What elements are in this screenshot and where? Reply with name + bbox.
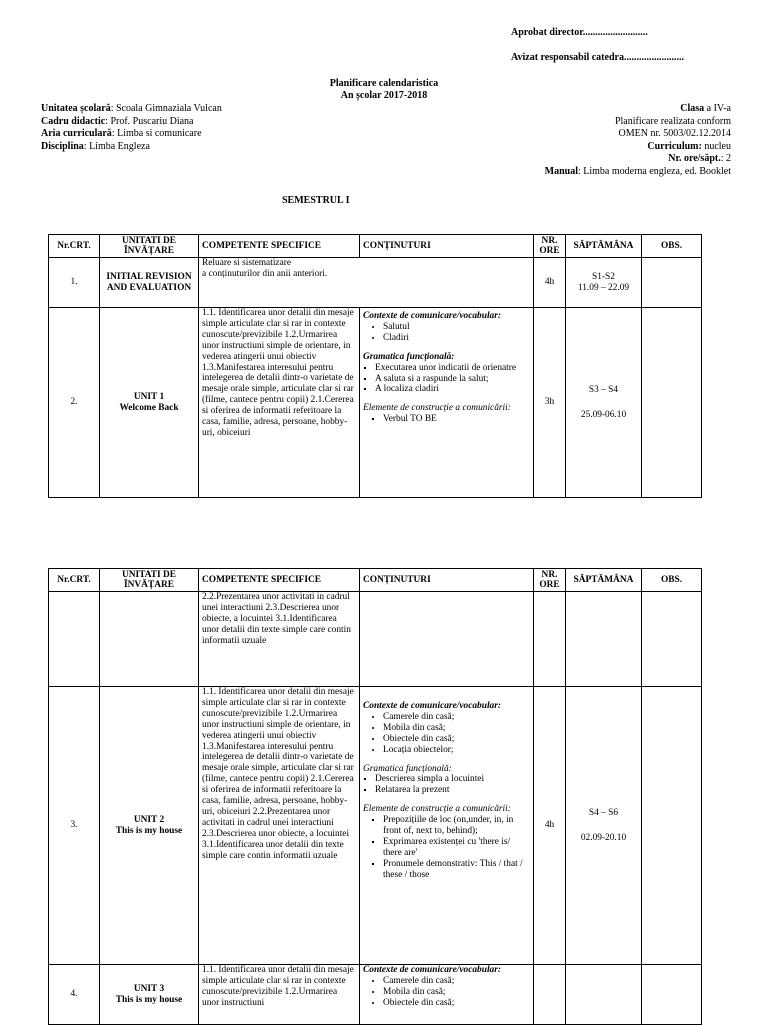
row-competences: 1.1. Identificarea unor detalii din mesaje simple articulate clar si rar in contexte cunoscute/previzibile 1.2.Urmarirea unor instructiuni xyxy=(199,965,360,1025)
row-unit: UNIT 3 This is my house xyxy=(100,965,199,1025)
row-hours xyxy=(534,965,566,1025)
header-competences: COMPETENTE SPECIFICE xyxy=(199,235,360,258)
meta-omen: OMEN nr. 5003/02.12.2014 xyxy=(618,128,731,140)
table-row xyxy=(49,258,702,308)
row-nr xyxy=(49,592,100,687)
planning-table-1 xyxy=(48,234,702,498)
vocabulary-list: • Camerele din casă; • Mobila din casă; • Obiectele din casă; xyxy=(363,976,530,1009)
meta-class: Clasa a IV-a xyxy=(680,103,731,114)
row-unit: UNIT 1 Welcome Back xyxy=(100,308,199,498)
row-week: S3 – S4 25.09-06.10 xyxy=(566,308,642,498)
meta-planning-basis: Planificare realizata conform xyxy=(614,115,731,127)
header-obs: OBS. xyxy=(642,235,702,258)
vocabulary-list: • Salutul • Cladiri xyxy=(363,322,530,344)
meta-school: Unitatea școlară: Scoala Gimnaziala Vulcan xyxy=(41,103,222,114)
row-nr: 1. xyxy=(49,258,100,308)
construction-list: ▪ Prepozițiile de loc (on,under, in, in front of, next to, behind); ▪ Exprimarea existenței cu 'there is/ there are' ▪ Pronumele demonstrativ: This / that / these / those xyxy=(363,815,530,880)
school-year: An școlar 2017-2018 xyxy=(340,90,428,101)
header-unit: UNITATI DE ÎNVĂȚARE xyxy=(100,569,199,592)
header-content: CONȚINUTURI xyxy=(360,235,534,258)
document-title: Planificare calendaristica xyxy=(329,78,439,89)
construction-list: ▪ Verbul TO BE xyxy=(363,414,530,425)
row-obs xyxy=(642,687,702,965)
row-week xyxy=(566,965,642,1025)
table-row xyxy=(49,592,702,687)
row-unit: UNIT 2 This is my house xyxy=(100,687,199,965)
header-hours: NR. ORE xyxy=(534,235,566,258)
table-header-row xyxy=(49,569,702,592)
row-hours xyxy=(534,592,566,687)
table-row xyxy=(49,308,702,498)
row-nr: 2. xyxy=(49,308,100,498)
row-content: Contexte de comunicare/vocabular: • Salutul • Cladiri Gramatica funcțională: ▪ Executarea unor indicatii de orienatre ▪ A saluta si a raspunde la salut; ▪ A localiza cladiri Elemente de construcție a comunicării: ▪ Verbul TO BE xyxy=(360,308,534,498)
meta-discipline: Disciplina: Limba Engleza xyxy=(41,140,150,152)
meta-curricular-area: Aria curriculară: Limba si comunicare xyxy=(41,128,202,140)
row-nr: 3. xyxy=(49,687,100,965)
header-hours: NR. ORE xyxy=(534,569,566,592)
header-competences: COMPETENTE SPECIFICE xyxy=(199,569,360,592)
row-content xyxy=(360,592,534,687)
row-hours: 4h xyxy=(534,687,566,965)
header-week: SĂPTĂMÂNA xyxy=(566,235,642,258)
header-obs: OBS. xyxy=(642,569,702,592)
header-week: SĂPTĂMÂNA xyxy=(566,569,642,592)
approval-director: Aprobat director.......................... xyxy=(511,27,648,38)
grammar-list: ▪ Executarea unor indicatii de orienatre ▪ A saluta si a raspunde la salut; ▪ A localiza cladiri xyxy=(363,363,530,396)
header-nr: Nr.CRT. xyxy=(49,235,100,258)
row-unit xyxy=(100,592,199,687)
row-content: Contexte de comunicare/vocabular: • Camerele din casă; • Mobila din casă; • Obiectele din casă; • Locația obiectelor; Gramatica funcțională: ▪ Descrierea simpla a locuintei ▪ Relatarea la prezent Elemente de construcție a comunicării: ▪ Prepozițiile de loc (on,under, in, in front of, next to, behind); ▪ Exprimarea existenței cu 'there is/ there are' ▪ Pronumele demonstrativ: This / that / these / those xyxy=(360,687,534,965)
meta-right-block xyxy=(545,103,731,179)
meta-manual: Manual: Limba moderna engleza, ed. Booklet xyxy=(544,165,731,177)
vocabulary-list: • Camerele din casă; • Mobila din casă; • Obiectele din casă; • Locația obiectelor; xyxy=(363,712,530,756)
meta-teacher: Cadru didactic: Prof. Puscariu Diana xyxy=(41,115,194,127)
header-unit: UNITATI DE ÎNVĂȚARE xyxy=(100,235,199,258)
row-content: Contexte de comunicare/vocabular: • Camerele din casă; • Mobila din casă; • Obiectele din casă; xyxy=(360,965,534,1025)
table-header-row xyxy=(49,235,702,258)
row-competences: 1.1. Identificarea unor detalii din mesaje simple articulate clar si rar in contexte cunoscute/previzibile 1.2.Urmarirea unor instructiuni simple de orientare, in vederea atingerii unui obiectiv 1.3.Manifestarea interesului pentru intelegerea de detalii dintr-o varietate de mesaje orale simple, articulate clar si rar (filme, cantece pentru copii) 2.1.Cererea si oferirea de informatii referitoare la casa, familie, adresa, persoane, hobby-uri, obiceiuri 2.2.Prezentarea unor activitati in cadrul unei interactiuni 2.3.Descrierea unor obiecte, a locuintei 3.1.Identificarea unor detalii din texte simple care contin informatii uzuale xyxy=(199,687,360,965)
row-competences: 1.1. Identificarea unor detalii din mesaje simple articulate clar si rar in contexte cunoscute/previzibile 1.2.Urmarirea unor instructiuni simple de orientare, in vederea atingerii unui obiectiv 1.3.Manifestarea interesului pentru intelegerea de detalii dintr-o varietate de mesaje orale simple, articulate clar si rar (filme, cantece pentru copii) 2.1.Cererea si oferirea de informatii referitoare la casa, familie, adresa, persoane, hobby-uri, obiceiuri xyxy=(199,308,360,498)
meta-curriculum: Curriculum: nucleu xyxy=(647,140,731,152)
header-nr: Nr.CRT. xyxy=(49,569,100,592)
semester-heading: SEMESTRUL I xyxy=(282,195,350,206)
row-unit: INITIAL REVISION AND EVALUATION xyxy=(100,258,199,308)
row-week xyxy=(566,592,642,687)
meta-left-block xyxy=(41,103,222,153)
meta-hours-per-week: Nr. ore/săpt.: 2 xyxy=(668,153,731,165)
row-obs xyxy=(642,592,702,687)
row-nr: 4. xyxy=(49,965,100,1025)
row-week: S1-S2 11.09 – 22.09 xyxy=(566,258,642,308)
row-hours: 3h xyxy=(534,308,566,498)
table-row xyxy=(49,687,702,965)
row-obs xyxy=(642,308,702,498)
row-competences: 2.2.Prezentarea unor activitati in cadrul unei interactiuni 2.3.Descrierea unor obiecte, a locuintei 3.1.Identificarea unor detalii din texte simple care contin informatii uzuale xyxy=(199,592,360,687)
planning-table-2 xyxy=(48,568,702,1025)
grammar-list: ▪ Descrierea simpla a locuintei ▪ Relatarea la prezent xyxy=(363,774,530,796)
row-content: Reluare si sistematizare a conținuturilor din anii anteriori. xyxy=(199,258,534,308)
row-hours: 4h xyxy=(534,258,566,308)
row-obs xyxy=(642,965,702,1025)
row-week: S4 – S6 02.09-20.10 xyxy=(566,687,642,965)
header-content: CONȚINUTURI xyxy=(360,569,534,592)
row-obs xyxy=(642,258,702,308)
approval-department: Avizat responsabil catedra........................ xyxy=(511,52,684,63)
table-row xyxy=(49,965,702,1025)
